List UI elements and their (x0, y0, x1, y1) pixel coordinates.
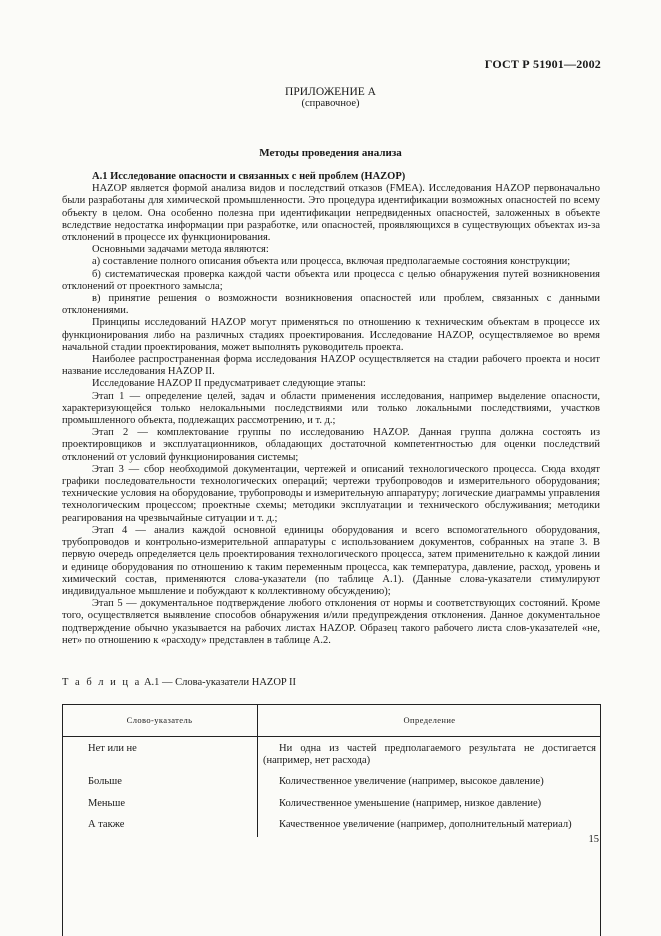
guide-word-cell: Нет или не (62, 737, 258, 774)
body-text (62, 171, 600, 647)
stage-paragraph: Этап 1 — определение целей, задач и области применения исследования, например выделение опасности, характеризующейся только нелокальными последствиями или только локальными последствиями, участков промышленного объекта, подлежащих рассмотрению, и т. д.; (62, 390, 600, 427)
stage-paragraph: Этап 2 — комплектование группы по исследованию HAZOP. Данная группа должна состоять из проектировщиков и эксплуатационников, обладающих достаточной компетентностью для оценки последствий отклонений от условий функционирования системы; (62, 427, 600, 463)
guide-word-cell: Больше (62, 773, 258, 794)
list-item: б) систематическая проверка каждой части объекта или процесса с целью обнаружения путей возникновения отклонений от проектного замысла; (62, 268, 600, 292)
hazop-guide-words-table (62, 704, 601, 837)
guide-word-cell: А также (62, 816, 258, 837)
table-row (62, 816, 601, 837)
section-title: Методы проведения анализа (259, 147, 402, 159)
definition-cell: Количественное уменьшение (например, низкое давление) (279, 797, 542, 809)
subsection-heading: А.1 Исследование опасности и связанных с ней проблем (HAZOP) (92, 171, 406, 182)
table-header-row (62, 704, 601, 737)
definition-cell: Ни одна из частей предполагаемого результата не достигается (например, нет расхода) (263, 743, 596, 767)
table-caption-label: Т а б л и ц а (62, 677, 142, 688)
table-row (62, 737, 601, 774)
appendix-title: ПРИЛОЖЕНИЕ А (285, 86, 376, 98)
appendix-subtitle: (справочное) (301, 98, 360, 109)
table-header-guide-word: Слово-указатель (62, 704, 258, 737)
stage-paragraph: Этап 5 — документальное подтверждение любого отклонения от нормы и соответствующих состояний. Кроме того, осуществляется выявление способов обнаружения и/или предупреждения отклонения. Данное документальное подтверждение обычно указывается на рабочих листах HAZOP. Образец такого рабочего листа слов-указателей «не, нет» по отношению к «расходу» представлен в таблице А.2. (62, 598, 600, 646)
page-number: 15 (588, 834, 599, 845)
table-row (62, 773, 601, 794)
paragraph: Наиболее распространенная форма исследования HAZOP осуществляется на стадии рабочего проекта и носит название исследования HAZOP II. (62, 354, 600, 378)
definition-cell: Качественное увеличение (например, дополнительный материал) (279, 818, 572, 830)
stage-paragraph: Этап 3 — сбор необходимой документации, чертежей и описаний технологического процесса. Сюда входят графики последовательности технологических операций; чертежи трубопроводов и измерительного оборудования; технические условия на оборудование, трубопроводы и измерительную аппаратуру; логические диаграммы управления технологическим процессом; проектные схемы; методики эксплуатации и технического обслуживания; методики реагирования на чрезвычайные ситуации и т. д.; (62, 463, 600, 524)
table-caption (62, 677, 296, 688)
definition-cell: Количественное увеличение (например, высокое давление) (279, 776, 544, 788)
standard-header: ГОСТ Р 51901—2002 (484, 57, 601, 71)
table-caption-text: А.1 — Слова-указатели HAZOP II (143, 677, 296, 688)
stage-paragraph: Этап 4 — анализ каждой основной единицы оборудования и всего вспомогательного оборудования, трубопроводов и контрольно-измерительной аппаратуры с использованием документов, собранных на этапе 3. В первую очередь определяется цель проектирования технологического процесса, затем применительно к каждой линии и единице оборудования по отношению к таким переменным процесса, как температура, давление, расход, уровень и химический состав, применяются слова-указатели (по таблице А.1). (Данные слова-указатели стимулируют индивидуальное мышление и побуждают к коллективному обсуждению); (62, 524, 600, 597)
table-row (62, 795, 601, 816)
list-item: а) составление полного описания объекта или процесса, включая предполагаемые состояния конструкции; (92, 256, 571, 268)
guide-word-cell: Меньше (62, 795, 258, 816)
paragraph: Принципы исследований HAZOP могут применяться по отношению к техническим объектам в процессе их функционирования либо на различных стадиях проектирования. Исследование HAZOP, осуществляемое во время начальной стадии проектирования, может выполнять руководитель проекта. (62, 317, 600, 353)
paragraph: Исследование HAZOP II предусматривает следующие этапы: (92, 378, 366, 390)
table-header-definition: Определение (258, 704, 602, 737)
list-item: в) принятие решения о возможности возникновения опасностей или проблем, связанных с данными отклонениями. (62, 293, 600, 317)
paragraph: HAZOP является формой анализа видов и последствий отказов (FMEA). Исследования HAZOP первоначально были разработаны для химической промышленности. Это процедура идентификации возможных опасностей по всему объекту в целом. Она особенно полезна при идентификации непредвиденных опасностей, заложенных в объекте вследствие недостатка информации при разработке, или опасностей, проявляющихся в существующих объектах из-за отклонений в процессе их функционирования. (62, 183, 600, 244)
paragraph: Основными задачами метода являются: (92, 244, 269, 256)
